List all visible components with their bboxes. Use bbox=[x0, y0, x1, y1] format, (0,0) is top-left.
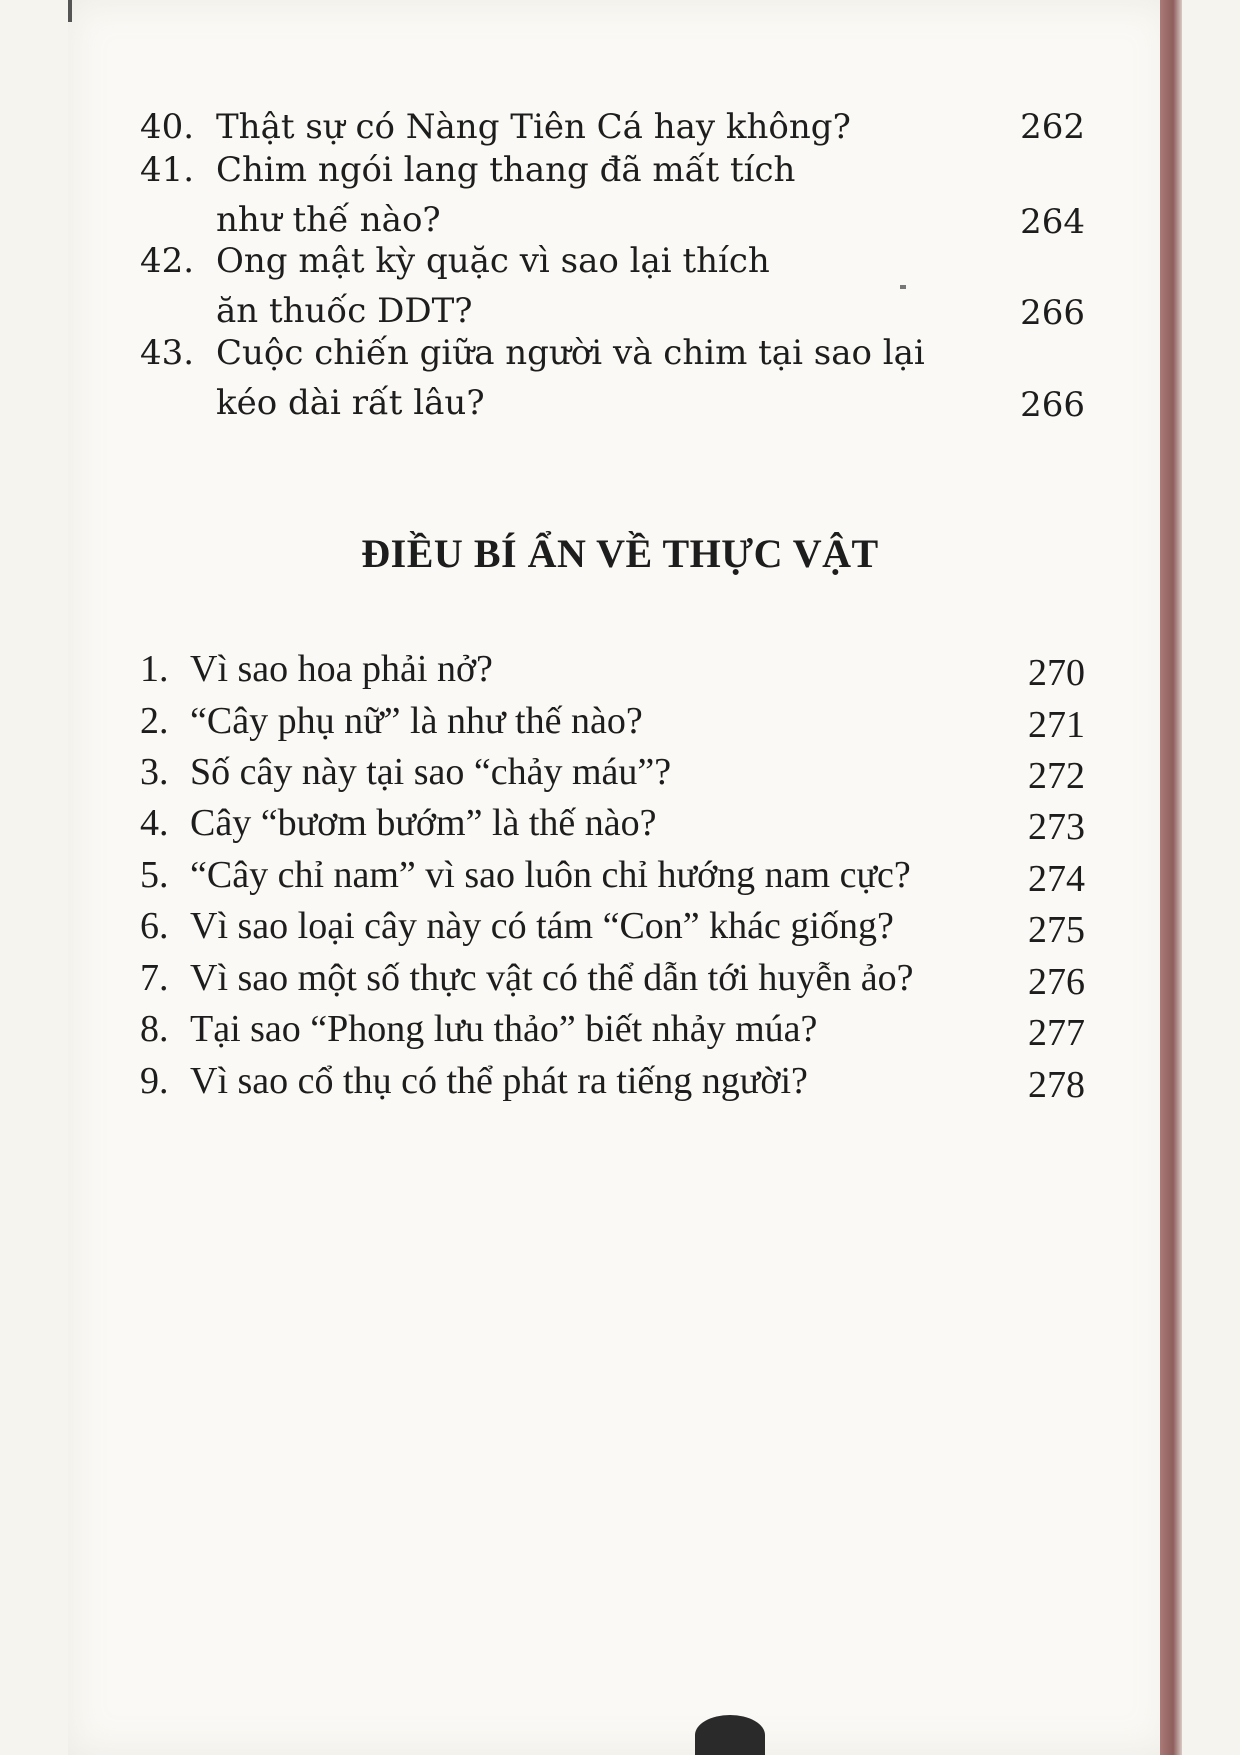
toc-entry-page: 270 bbox=[1028, 652, 1085, 694]
toc-entry-page: 271 bbox=[1028, 704, 1085, 746]
toc-entry-2 bbox=[140, 695, 1085, 747]
toc-entry-page: 274 bbox=[1028, 858, 1085, 900]
toc-entry-number: 5. bbox=[140, 854, 169, 896]
toc-entry-title: Vì sao cổ thụ có thể phát ra tiếng người? bbox=[190, 1060, 808, 1102]
ink-stain bbox=[695, 1715, 765, 1755]
toc-entry-page: 264 bbox=[1020, 202, 1085, 242]
toc-entry-number: 40. bbox=[140, 107, 195, 147]
toc-entry-page: 266 bbox=[1020, 385, 1085, 425]
toc-entry-page: 276 bbox=[1028, 961, 1085, 1003]
toc-entry-7 bbox=[140, 952, 1085, 1004]
toc-entry-1 bbox=[140, 643, 1085, 695]
toc-entry-41 bbox=[140, 145, 1085, 245]
toc-entry-title: Số cây này tại sao “chảy máu”? bbox=[190, 751, 672, 793]
toc-entry-title: “Cây phụ nữ” là như thế nào? bbox=[190, 700, 643, 742]
toc-entry-42 bbox=[140, 236, 1085, 336]
toc-entry-5 bbox=[140, 849, 1085, 901]
toc-entry-43 bbox=[140, 328, 1085, 428]
toc-entry-title: Vì sao loại cây này có tám “Con” khác giống? bbox=[190, 905, 894, 947]
toc-entry-6 bbox=[140, 900, 1085, 952]
toc-entry-title: Cuộc chiến giữa người và chim tại sao lại bbox=[216, 333, 925, 373]
toc-entry-number: 42. bbox=[140, 241, 195, 281]
toc-entry-number: 43. bbox=[140, 333, 195, 373]
toc-entry-title: Vì sao hoa phải nở? bbox=[190, 648, 493, 690]
toc-entry-number: 9. bbox=[140, 1060, 169, 1102]
toc-entry-page: 266 bbox=[1020, 293, 1085, 333]
toc-entry-number: 4. bbox=[140, 802, 169, 844]
toc-entry-number: 2. bbox=[140, 700, 169, 742]
toc-entry-8 bbox=[140, 1003, 1085, 1055]
toc-entry-page: 278 bbox=[1028, 1064, 1085, 1106]
toc-entry-number: 1. bbox=[140, 648, 169, 690]
toc-entry-page: 277 bbox=[1028, 1012, 1085, 1054]
toc-entry-number: 8. bbox=[140, 1008, 169, 1050]
toc-entry-number: 3. bbox=[140, 751, 169, 793]
toc-entry-title: Cây “bươm bướm” là thế nào? bbox=[190, 802, 657, 844]
toc-entry-title-continued: kéo dài rất lâu? bbox=[216, 383, 485, 423]
toc-entry-9 bbox=[140, 1055, 1085, 1107]
toc-entry-title: Chim ngói lang thang đã mất tích bbox=[216, 150, 796, 190]
toc-entry-number: 7. bbox=[140, 957, 169, 999]
toc-entry-title: “Cây chỉ nam” vì sao luôn chỉ hướng nam cực? bbox=[190, 854, 911, 896]
toc-entry-number: 41. bbox=[140, 150, 195, 190]
toc-entry-title: Vì sao một số thực vật có thể dẫn tới huyễn ảo? bbox=[190, 957, 914, 999]
toc-entry-page: 275 bbox=[1028, 909, 1085, 951]
toc-entry-number: 6. bbox=[140, 905, 169, 947]
toc-entry-title-continued: như thế nào? bbox=[216, 200, 441, 240]
toc-entry-title: Ong mật kỳ quặc vì sao lại thích bbox=[216, 241, 770, 281]
toc-entry-3 bbox=[140, 746, 1085, 798]
toc-entry-title: Tại sao “Phong lưu thảo” biết nhảy múa? bbox=[190, 1008, 818, 1050]
toc-entry-page: 262 bbox=[1020, 107, 1085, 147]
toc-entry-page: 273 bbox=[1028, 806, 1085, 848]
toc-entry-4 bbox=[140, 797, 1085, 849]
toc-entry-title-continued: ăn thuốc DDT? bbox=[216, 291, 473, 331]
toc-entry-page: 272 bbox=[1028, 755, 1085, 797]
section-heading: ĐIỀU BÍ ẨN VỀ THỰC VẬT bbox=[361, 531, 879, 576]
toc-entry-title: Thật sự có Nàng Tiên Cá hay không? bbox=[216, 107, 851, 147]
